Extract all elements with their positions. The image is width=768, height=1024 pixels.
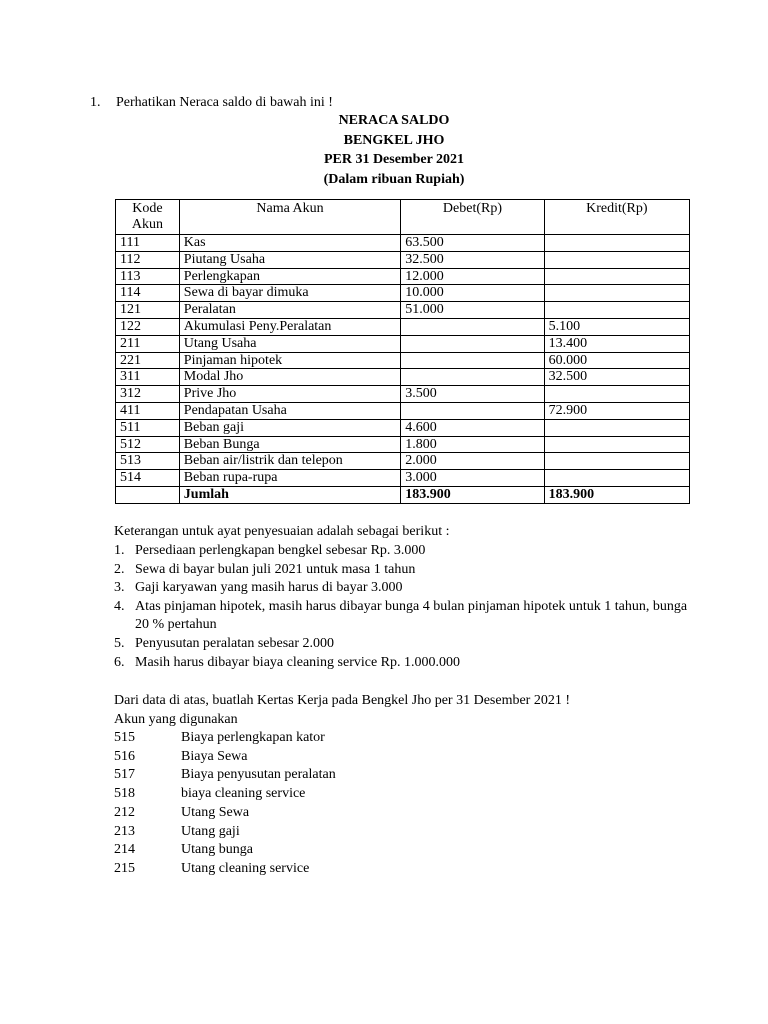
title-line-3: PER 31 Desember 2021 [323,152,465,167]
cell-kredit [544,453,689,470]
cell-kode: 514 [116,470,180,487]
cell-nama: Beban rupa-rupa [179,470,401,487]
title-line-4: (Dalam ribuan Rupiah) [323,171,465,187]
cell-nama: Pinjaman hipotek [179,352,401,369]
accounts-list [114,729,336,879]
cell-kode: 513 [116,453,180,470]
header-debet: Debet(Rp) [401,200,544,235]
account-name: biaya cleaning service [181,786,306,802]
account-code: 516 [114,748,135,764]
cell-kredit: 13.400 [544,335,689,352]
account-code: 515 [114,730,135,745]
account-row [114,823,336,842]
account-code: 215 [114,860,135,876]
list-item-text: Masih harus dibayar biaya cleaning service Rp. 1.000.000 [135,654,461,670]
account-name: Utang bunga [181,842,253,858]
cell-kode: 311 [116,369,180,386]
table-row [116,436,690,453]
header-kode-akun: Kode Akun [116,200,180,235]
table-row [116,352,690,369]
list-item-text: Atas pinjaman hipotek, masih harus dibayar bunga 4 bulan pinjaman hipotek untuk 1 tahun, bunga 20 % pertahun [135,598,688,633]
list-item-number: 6. [114,654,125,670]
cell-kode: 112 [116,251,180,268]
list-item [114,654,694,673]
table-total-row [116,486,690,503]
cell-kode: 411 [116,402,180,419]
cell-nama: Perlengkapan [179,268,401,285]
cell-debet: 4.600 [401,419,544,436]
list-item-number: 3. [114,580,125,596]
list-item-number: 1. [114,543,125,558]
question-intro [90,94,333,112]
table-header-row [116,200,690,235]
account-name: Utang Sewa [181,804,250,820]
cell-nama: Beban Bunga [179,436,401,453]
cell-nama: Prive Jho [179,386,401,403]
list-item [114,598,694,635]
list-item-text: Sewa di bayar bulan juli 2021 untuk masa 1 tahun [135,561,416,577]
cell-debet: 2.000 [401,453,544,470]
account-row [114,748,336,767]
cell-nama: Akumulasi Peny.Peralatan [179,318,401,335]
total-kode [116,486,180,503]
report-title-block [0,111,768,189]
cell-kredit [544,436,689,453]
account-row [114,841,336,860]
header-nama-akun: Nama Akun [179,200,401,235]
list-item-text: Penyusutan peralatan sebesar 2.000 [135,635,335,651]
table-row [116,251,690,268]
cell-nama: Sewa di bayar dimuka [179,285,401,302]
adjustment-list [114,542,694,672]
cell-kode: 113 [116,268,180,285]
cell-debet [401,335,544,352]
account-code: 212 [114,804,135,820]
list-item [114,579,694,598]
cell-debet: 1.800 [401,436,544,453]
total-kredit: 183.900 [544,486,689,503]
cell-nama: Utang Usaha [179,335,401,352]
cell-kredit [544,251,689,268]
list-item [114,542,694,561]
list-item-text: Persediaan perlengkapan bengkel sebesar Rp. 3.000 [135,543,426,558]
cell-kredit: 60.000 [544,352,689,369]
total-nama: Jumlah [179,486,401,503]
cell-debet [401,402,544,419]
table-row [116,470,690,487]
cell-debet: 51.000 [401,302,544,319]
table-row [116,453,690,470]
cell-debet: 10.000 [401,285,544,302]
account-name: Biaya perlengkapan kator [181,730,325,745]
cell-debet [401,352,544,369]
account-row [114,785,336,804]
title-line-1: NERACA SALDO [338,113,450,128]
cell-kode: 511 [116,419,180,436]
table-row [116,285,690,302]
account-code: 214 [114,842,135,858]
list-item-text: Gaji karyawan yang masih harus di bayar 3.000 [135,580,403,596]
cell-nama: Modal Jho [179,369,401,386]
question-number: 1. [90,95,101,110]
table-row [116,335,690,352]
account-code: 517 [114,767,135,783]
cell-nama: Beban air/listrik dan telepon [179,453,401,470]
table-row [116,318,690,335]
cell-kredit [544,386,689,403]
keterangan-heading: Keterangan untuk ayat penyesuaian adalah sebagai berikut : [114,524,450,539]
table-row [116,235,690,252]
cell-kredit [544,235,689,252]
table-row [116,268,690,285]
instruction-block [114,692,570,729]
table-row [116,369,690,386]
account-row [114,804,336,823]
table-row [116,402,690,419]
cell-kredit: 72.900 [544,402,689,419]
cell-nama: Peralatan [179,302,401,319]
cell-kode: 312 [116,386,180,403]
cell-kode: 211 [116,335,180,352]
cell-nama: Kas [179,235,401,252]
account-name: Utang gaji [181,823,240,839]
table-row [116,419,690,436]
account-row [114,729,336,748]
total-debet: 183.900 [401,486,544,503]
cell-nama: Piutang Usaha [179,251,401,268]
question-text: Perhatikan Neraca saldo di bawah ini ! [116,95,333,110]
cell-nama: Pendapatan Usaha [179,402,401,419]
account-code: 213 [114,823,135,839]
cell-debet [401,318,544,335]
account-name: Biaya penyusutan peralatan [181,767,336,783]
account-code: 518 [114,786,135,802]
cell-kredit [544,285,689,302]
cell-kredit [544,419,689,436]
list-item-number: 5. [114,635,125,651]
cell-debet [401,369,544,386]
cell-kode: 111 [116,235,180,252]
cell-kode: 221 [116,352,180,369]
table-row [116,386,690,403]
cell-kode: 121 [116,302,180,319]
cell-kredit: 32.500 [544,369,689,386]
account-row [114,766,336,785]
accounts-heading: Akun yang digunakan [114,711,238,727]
cell-debet: 32.500 [401,251,544,268]
account-row [114,860,336,879]
instruction-text: Dari data di atas, buatlah Kertas Kerja pada Bengkel Jho per 31 Desember 2021 ! [114,693,571,708]
cell-debet: 3.500 [401,386,544,403]
account-name: Biaya Sewa [181,748,248,764]
cell-kode: 512 [116,436,180,453]
title-line-2: BENGKEL JHO [343,132,445,148]
account-name: Utang cleaning service [181,860,310,876]
cell-kredit: 5.100 [544,318,689,335]
list-item [114,561,694,580]
list-item-number: 4. [114,598,125,614]
trial-balance-table [115,199,690,504]
table-row [116,302,690,319]
cell-nama: Beban gaji [179,419,401,436]
header-kredit: Kredit(Rp) [544,200,689,235]
cell-kredit [544,470,689,487]
cell-kode: 114 [116,285,180,302]
cell-debet: 63.500 [401,235,544,252]
list-item [114,635,694,654]
cell-debet: 3.000 [401,470,544,487]
cell-debet: 12.000 [401,268,544,285]
cell-kode: 122 [116,318,180,335]
list-item-number: 2. [114,561,125,577]
cell-kredit [544,302,689,319]
cell-kredit [544,268,689,285]
